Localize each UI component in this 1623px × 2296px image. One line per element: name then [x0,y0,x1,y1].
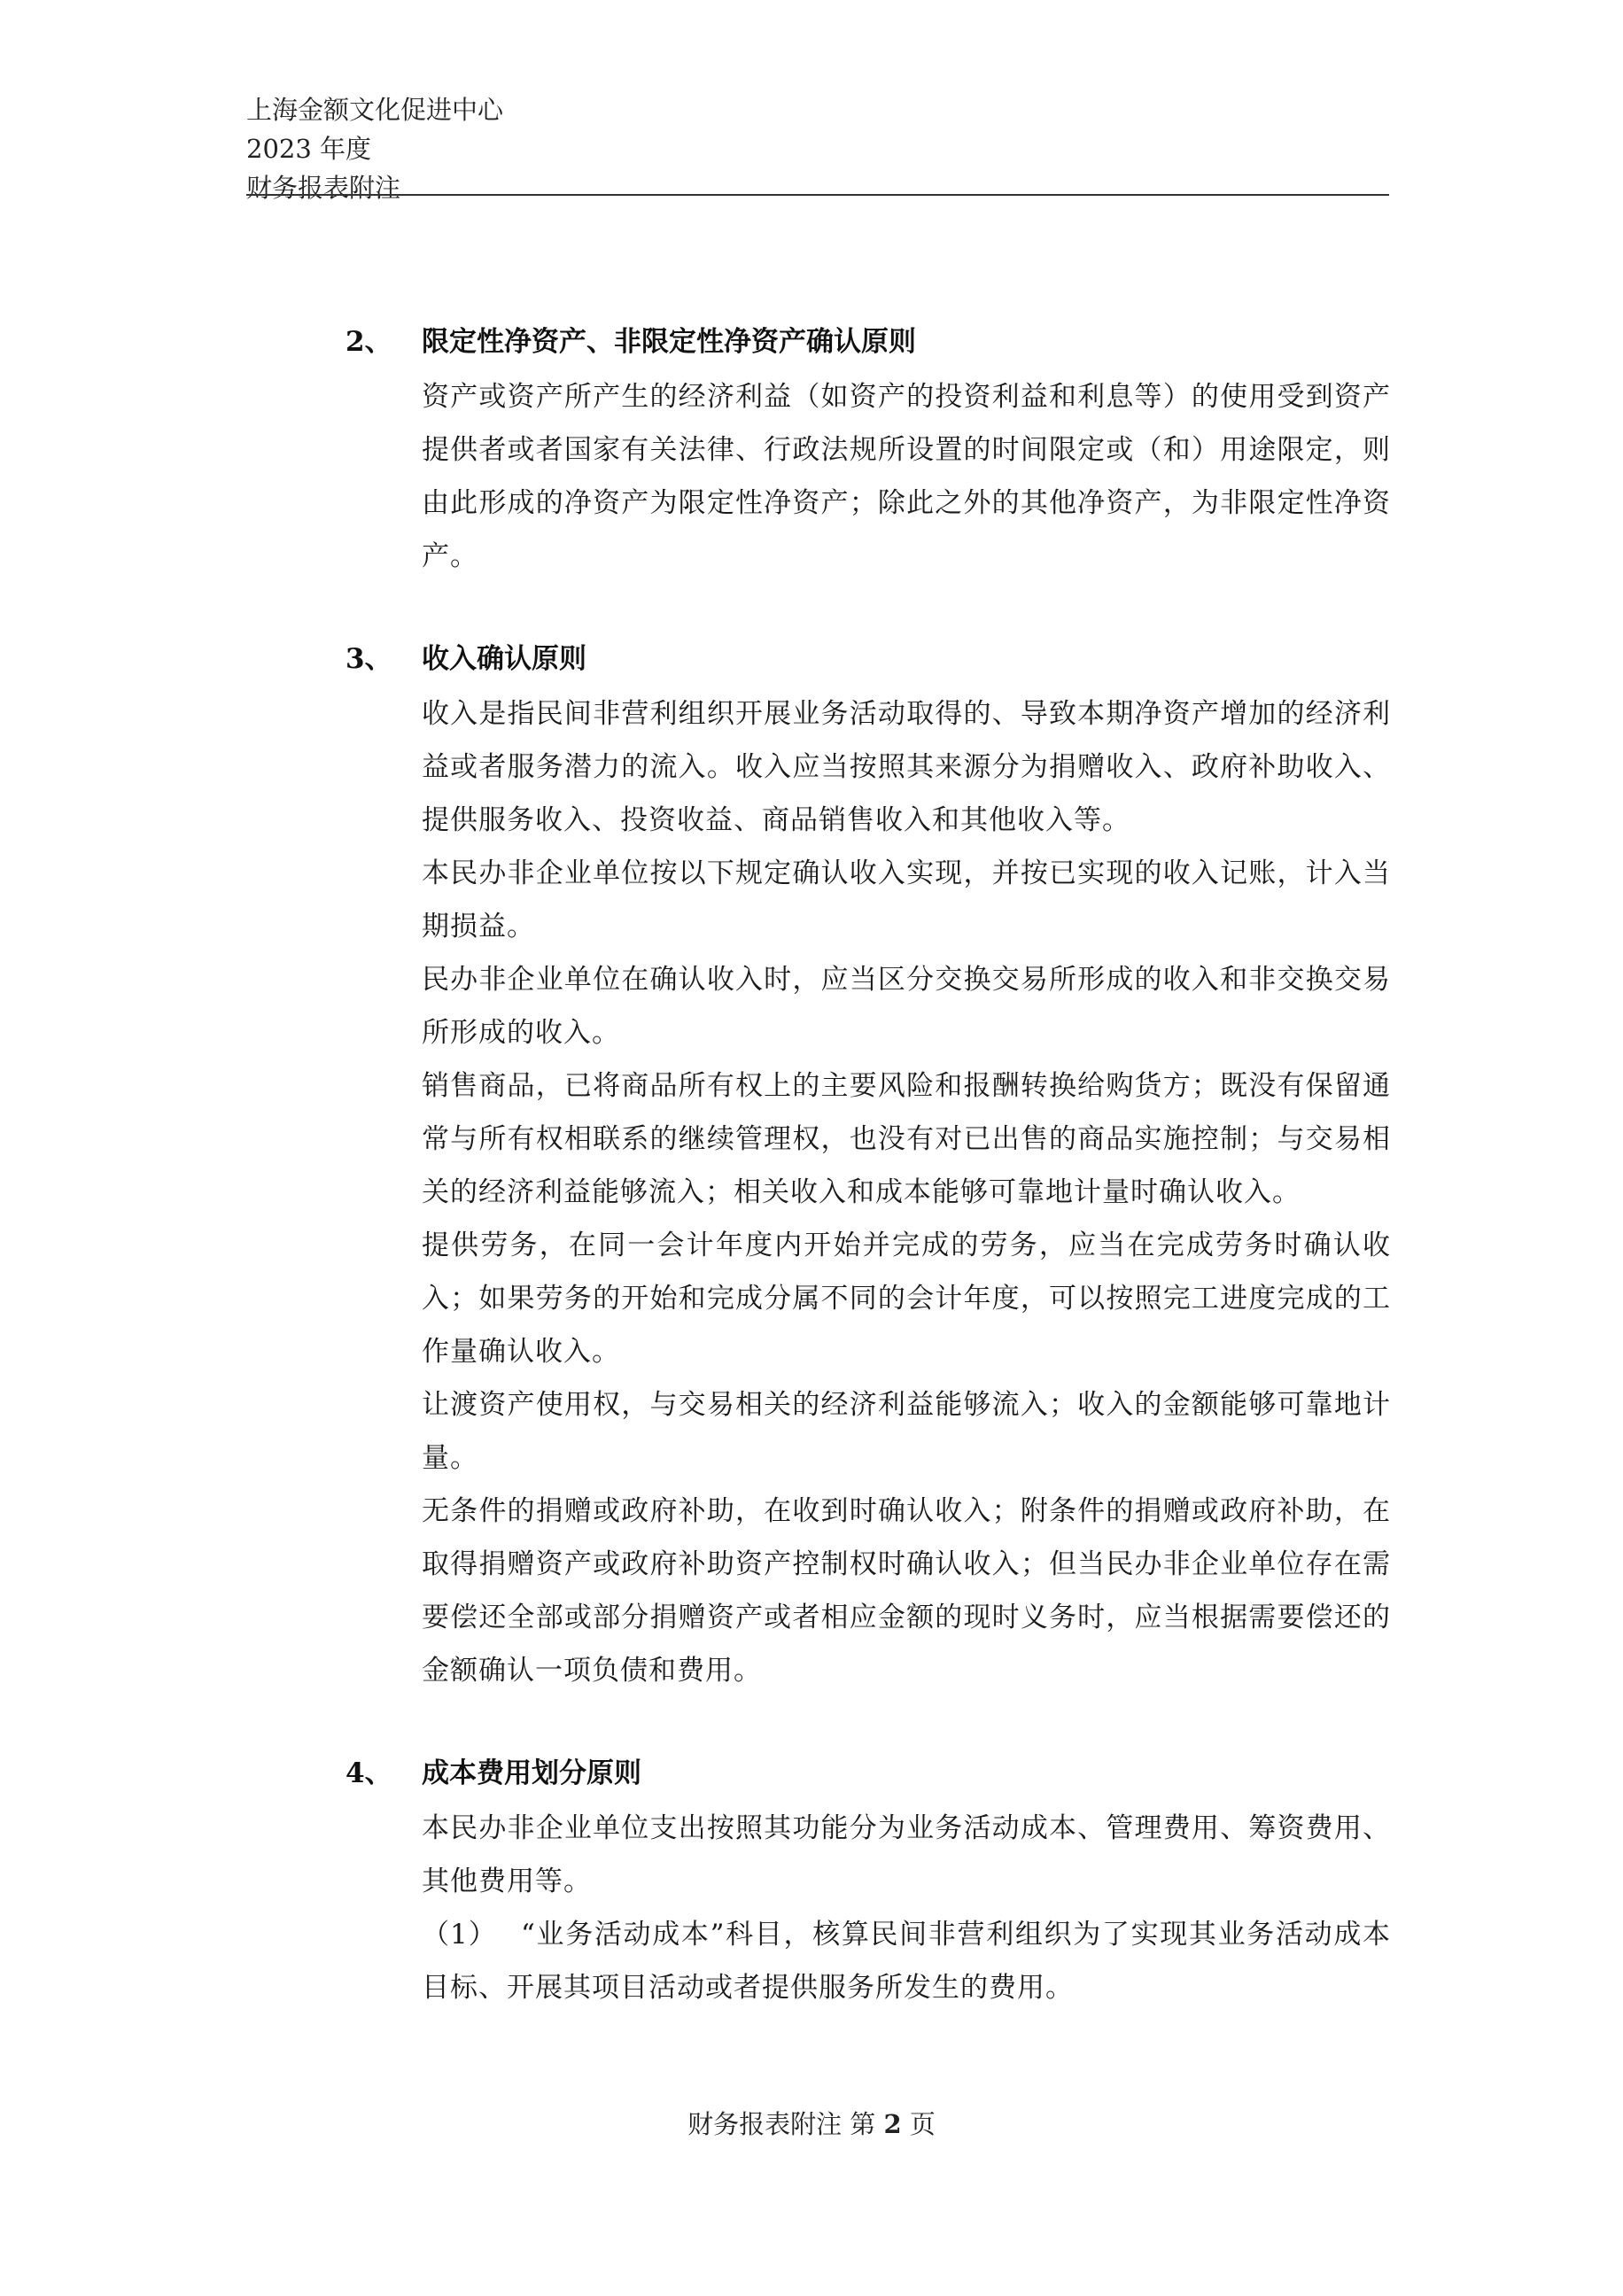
section-heading [346,1750,1391,1796]
paragraph: 收入是指民间非营利组织开展业务活动取得的、导致本期净资产增加的经济利益或者服务潜力的流入。收入应当按照其来源分为捐赠收入、政府补助收入、提供服务收入、投资收益、商品销售收入和其他收入等。 [422,698,1391,836]
footer-label: 财务报表附注 第 [687,2109,876,2139]
paragraph: 资产或资产所产生的经济利益（如资产的投资利益和利息等）的使用受到资产提供者或者国家有关法律、行政法规所设置的时间限定或（和）用途限定，则由此形成的净资产为限定性净资产；除此之外的其他净资产，为非限定性净资产。 [422,381,1391,572]
section-net-assets [346,319,1391,583]
paragraph: 本民办非企业单位支出按照其功能分为业务活动成本、管理费用、筹资费用、其他费用等。 [422,1812,1391,1897]
page-content [346,319,1391,2067]
list-item-text: “业务活动成本”科目，核算民间非营利组织为了实现其业务活动成本目标、开展其项目活动或者提供服务所发生的费用。 [422,1919,1391,2004]
doc-title: 财务报表附注 [246,173,401,203]
footer-suffix: 页 [909,2109,936,2139]
section-number: 3、 [346,643,392,675]
list-item [346,1908,1391,2014]
list-item-mark: （1） [422,1919,497,1951]
page-number: 2 [883,2109,902,2139]
section-title: 成本费用划分原则 [422,1757,641,1789]
report-year: 2023 年度 [246,134,372,164]
section-title: 收入确认原则 [422,643,586,675]
paragraph: 让渡资产使用权，与交易相关的经济利益能够流入；收入的金额能够可靠地计量。 [422,1389,1391,1474]
header-divider [246,194,1389,196]
section-title: 限定性净资产、非限定性净资产确认原则 [422,326,916,358]
paragraph: 本民办非企业单位按以下规定确认收入实现，并按已实现的收入记账，计入当期损益。 [422,857,1391,942]
page-header [246,90,1389,207]
paragraph: 提供劳务，在同一会计年度内开始并完成的劳务，应当在完成劳务时确认收入；如果劳务的开始和完成分属不同的会计年度，可以按照完工进度完成的工作量确认收入。 [422,1229,1391,1368]
section-number: 2、 [346,326,392,358]
paragraph: 销售商品，已将商品所有权上的主要风险和报酬转换给购货方；既没有保留通常与所有权相联系的继续管理权，也没有对已出售的商品实施控制；与交易相关的经济利益能够流入；相关收入和成本能够可靠地计量时确认收入。 [422,1070,1391,1208]
section-revenue [346,636,1391,1697]
page-footer [0,2106,1623,2142]
section-heading [346,636,1391,682]
section-costs [346,1750,1391,2014]
paragraph: 无条件的捐赠或政府补助，在收到时确认收入；附条件的捐赠或政府补助，在取得捐赠资产或政府补助资产控制权时确认收入；但当民办非企业单位存在需要偿还全部或部分捐赠资产或者相应金额的现时义务时，应当根据需要偿还的金额确认一项负债和费用。 [422,1495,1391,1687]
section-heading [346,319,1391,365]
paragraph: 民办非企业单位在确认收入时，应当区分交换交易所形成的收入和非交换交易所形成的收入。 [422,964,1391,1049]
section-number: 4、 [346,1757,392,1789]
org-name: 上海金额文化促进中心 [246,95,504,125]
